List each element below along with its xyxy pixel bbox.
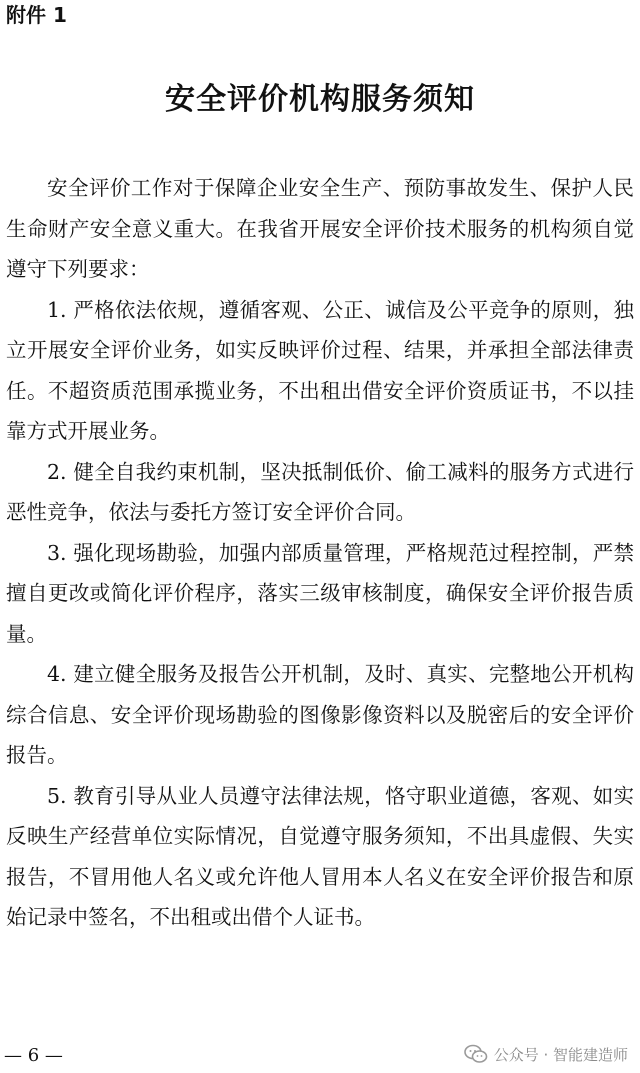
watermark-text: 公众号 · 智能建造师 — [493, 1045, 628, 1064]
wechat-icon — [464, 1043, 488, 1065]
requirement-3-paragraph: 3. 强化现场勘验，加强内部质量管理，严格规范过程控制，严禁擅自更改或简化评价程序，落实三级审核制度，确保安全评价报告质量。 — [6, 540, 634, 646]
requirement-1-paragraph: 1. 严格依法依规，遵循客观、公正、诚信及公平竞争的原则，独立开展安全评价业务，如实反映评价过程、结果，并承担全部法律责任。不超资质范围承揽业务，不出租出借安全评价资质证书，不以挂靠方式开展业务。 — [6, 297, 634, 443]
document-body — [6, 168, 634, 938]
intro-paragraph: 安全评价工作对于保障企业安全生产、预防事故发生、保护人民生命财产安全意义重大。在我省开展安全评价技术服务的机构须自觉遵守下列要求： — [6, 176, 634, 281]
requirement-5-paragraph: 5. 教育引导从业人员遵守法律法规，恪守职业道德，客观、如实反映生产经营单位实际情况，自觉遵守服务须知，不出具虚假、失实报告，不冒用他人名义或允许他人冒用本人名义在安全评价报告和原始记录中签名，不出租或出借个人证书。 — [6, 783, 634, 929]
requirement-2-paragraph: 2. 健全自我约束机制，坚决抵制低价、偷工减料的服务方式进行恶性竞争，依法与委托方签订安全评价合同。 — [6, 459, 634, 524]
page-number: — 6 — — [4, 1045, 63, 1066]
attachment-label: 附件 1 — [6, 3, 67, 27]
watermark — [464, 1039, 628, 1069]
document-title: 安全评价机构服务须知 — [165, 82, 475, 117]
requirement-4-paragraph: 4. 建立健全服务及报告公开机制，及时、真实、完整地公开机构综合信息、安全评价现场勘验的图像影像资料以及脱密后的安全评价报告。 — [6, 662, 634, 767]
